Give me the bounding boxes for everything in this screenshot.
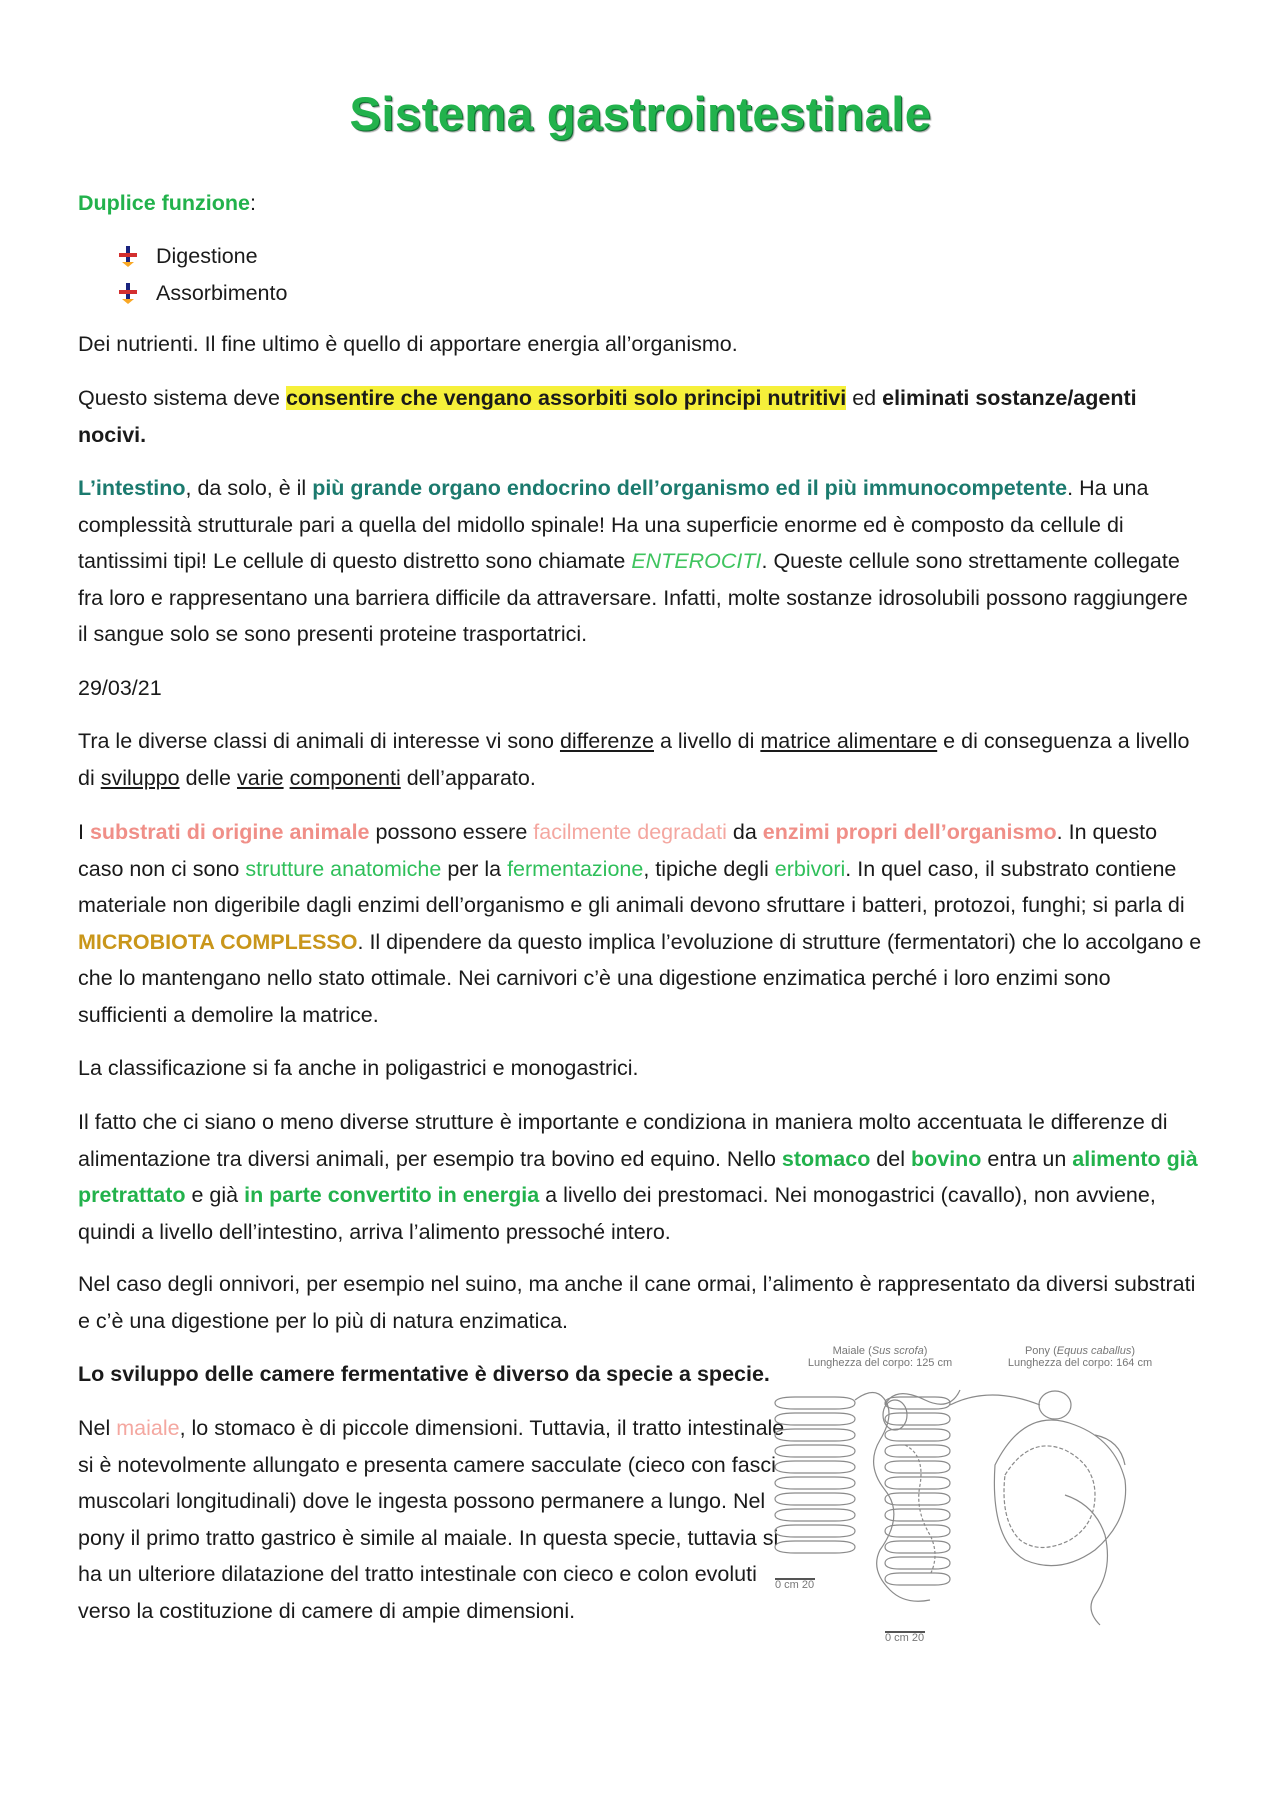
underline-varie: varie	[236, 765, 284, 790]
p7-text-2: del	[870, 1146, 911, 1171]
duplice-funzione-label: Duplice funzione	[78, 191, 250, 215]
term-strutture-anatomiche: strutture anatomiche	[245, 856, 442, 881]
p3-text-3: . Queste cellule sono strettamente collegate fra loro e rappresentano una barriera difficile da attraversare. Infatti, molte sostanze idrosolubili possono raggiungere il sangue solo se sono presenti proteine trasportatrici.	[78, 549, 1188, 646]
pony-close: )	[1131, 1345, 1136, 1357]
p10-text-1: Nel	[78, 1416, 117, 1440]
underline-sviluppo: sviluppo	[100, 765, 180, 790]
p5-text-4: per la	[441, 856, 508, 881]
term-intestino: L’intestino	[78, 476, 186, 500]
p7-text-5: a livello dei prestomaci. Nei monogastrici (cavallo), non avviene, quindi a livello dell’intestino, arriva l’alimento pressoché intero.	[78, 1183, 1156, 1244]
duplice-colon: :	[250, 191, 256, 215]
p3-text-1: , da solo, è il	[185, 476, 313, 500]
date-label: 29/03/21	[78, 676, 162, 700]
term-convertito-energia: in parte convertito in energia	[244, 1183, 540, 1207]
underline-differenze: differenze	[559, 729, 654, 753]
highlight-principi-nutritivi: consentire che vengano assorbiti solo principi nutritivi	[285, 386, 847, 410]
arrow-bullet-icon	[116, 281, 140, 305]
underline-matrice: matrice alimentare	[760, 729, 938, 753]
maiale-length: Lunghezza del corpo: 125 cm	[807, 1357, 953, 1369]
pony-intestine-coils	[885, 1391, 1126, 1625]
term-stomaco: stomaco	[781, 1146, 871, 1171]
page-title: Sistema gastrointestinale	[349, 87, 932, 140]
paragraph-substrati	[78, 814, 1203, 1033]
term-enzimi-propri: enzimi propri dell’organismo	[762, 820, 1057, 844]
paragraph-classificazione: La classificazione si fa anche in poligastrici e monogastrici.	[78, 1056, 639, 1080]
p4-text-1: Tra le diverse classi di animali di interesse vi sono	[78, 729, 560, 753]
underline-componenti: componenti	[289, 765, 401, 790]
pony-title: Pony (	[1024, 1345, 1057, 1357]
term-substrati-animale: substrati di origine animale	[89, 820, 370, 844]
maiale-title: Maiale (	[832, 1345, 872, 1357]
paragraph-classi-animali	[78, 723, 1203, 796]
pony-length: Lunghezza del corpo: 164 cm	[1007, 1357, 1153, 1369]
p3-text-2: . Ha una complessità strutturale pari a quella del midollo spinale! Ha una superficie enorme ed è composto da cellule di tantissimi tipi! Le cellule di questo distretto sono chiamate	[78, 476, 1149, 573]
p4-text-2: a livello di	[654, 729, 761, 753]
p5-text-0: I	[78, 820, 90, 844]
p2-text-mid: ed	[846, 386, 883, 410]
scale-left: 0 cm 20	[775, 1579, 815, 1591]
p7-text-1: Il fatto che ci siano o meno diverse strutture è importante e condiziona in maniera molto accentuata le differenze di alimentazione tra diversi animali, per esempio tra bovino ed equino. Nello	[78, 1110, 1168, 1171]
paragraph-intestino	[78, 470, 1203, 653]
maiale-species: Sus scrofa	[871, 1345, 924, 1357]
p4-text-6: dell’apparato.	[400, 765, 536, 790]
list-item	[116, 275, 287, 312]
pony-species: Equus caballus	[1056, 1345, 1132, 1357]
paragraph-nutrienti: Dei nutrienti. Il fine ultimo è quello di apportare energia all’organismo.	[78, 332, 738, 356]
paragraph-camere-fermentative: Lo sviluppo delle camere fermentative è diverso da specie a specie.	[78, 1362, 770, 1386]
paragraph-strutture	[78, 1104, 1203, 1250]
term-erbivori: erbivori	[774, 856, 846, 881]
bold-eliminati: eliminati sostanze/agenti nocivi.	[78, 386, 1137, 447]
term-organo-endocrino: più grande organo endocrino dell’organismo ed il più immunocompetente	[312, 476, 1068, 500]
arrow-bullet-icon	[116, 244, 140, 268]
p5-text-2: da	[726, 820, 763, 844]
p5-text-7: . Il dipendere da questo implica l’evoluzione di strutture (fermentatori) che lo accolgano e che lo mantengano nello stato ottimale. Nei carnivori c’è una digestione enzimatica perché i loro enzimi sono sufficienti a demolire la matrice.	[78, 929, 1202, 1027]
paragraph-onnivori: Nel caso degli onnivori, per esempio nel suino, ma anche il cane ormai, l’alimento è rappresentato da diversi substrati e c’è una digestione per lo più di natura enzimatica.	[78, 1272, 1196, 1333]
term-microbiota-complesso: MICROBIOTA COMPLESSO	[78, 929, 358, 954]
duplice-funzione-line	[78, 185, 1203, 222]
p7-text-4: e già	[185, 1183, 245, 1207]
intestine-drawing	[755, 1345, 1175, 1645]
p5-text-5: , tipiche degli	[643, 856, 775, 881]
p5-text-3: . In questo caso non ci sono	[78, 820, 1158, 881]
p5-text-6: . In quel caso, il substrato contiene materiale non digeribile dagli enzimi dell’organismo e gli animali devono sfruttare i batteri, protozoi, funghi; si parla di	[78, 856, 1185, 917]
term-fermentazione: fermentazione	[507, 856, 644, 881]
paragraph-maiale-pony	[78, 1410, 798, 1629]
p5-text-1: possono essere	[369, 820, 534, 844]
scale-right: 0 cm 20	[885, 1632, 925, 1644]
p7-text-3: entra un	[981, 1146, 1073, 1171]
term-alimento-pretrattato: alimento già pretrattato	[78, 1146, 1198, 1207]
bullet-digestione: Digestione	[156, 244, 258, 268]
term-bovino: bovino	[910, 1146, 982, 1171]
functions-list	[116, 238, 287, 311]
p10-text-2: , lo stomaco è di piccole dimensioni. Tuttavia, il tratto intestinale si è notevolmente allungato e presenta camere sacculate (cieco con fasci muscolari longitudinali) dove le ingesta possono permanere a lungo. Nel pony il primo tratto gastrico è simile al maiale. In questa specie, tuttavia si ha un ulteriore dilatazione del tratto intestinale con cieco e colon evoluti verso la costituzione di camere di ampie dimensioni.	[78, 1416, 785, 1623]
p4-text-4: delle	[179, 765, 237, 790]
p2-text: Questo sistema deve	[78, 386, 286, 410]
paragraph-sistema	[78, 380, 1203, 453]
p4-text-3: e di conseguenza a livello di	[78, 729, 1190, 790]
term-facilmente-degradati: facilmente degradati	[533, 820, 727, 844]
maiale-close: )	[923, 1345, 928, 1357]
term-enterociti: ENTEROCITI	[631, 549, 762, 573]
term-maiale: maiale	[116, 1416, 180, 1440]
bullet-assorbimento: Assorbimento	[156, 280, 288, 305]
intestine-comparison-figure	[755, 1345, 1175, 1645]
list-item	[116, 238, 287, 275]
